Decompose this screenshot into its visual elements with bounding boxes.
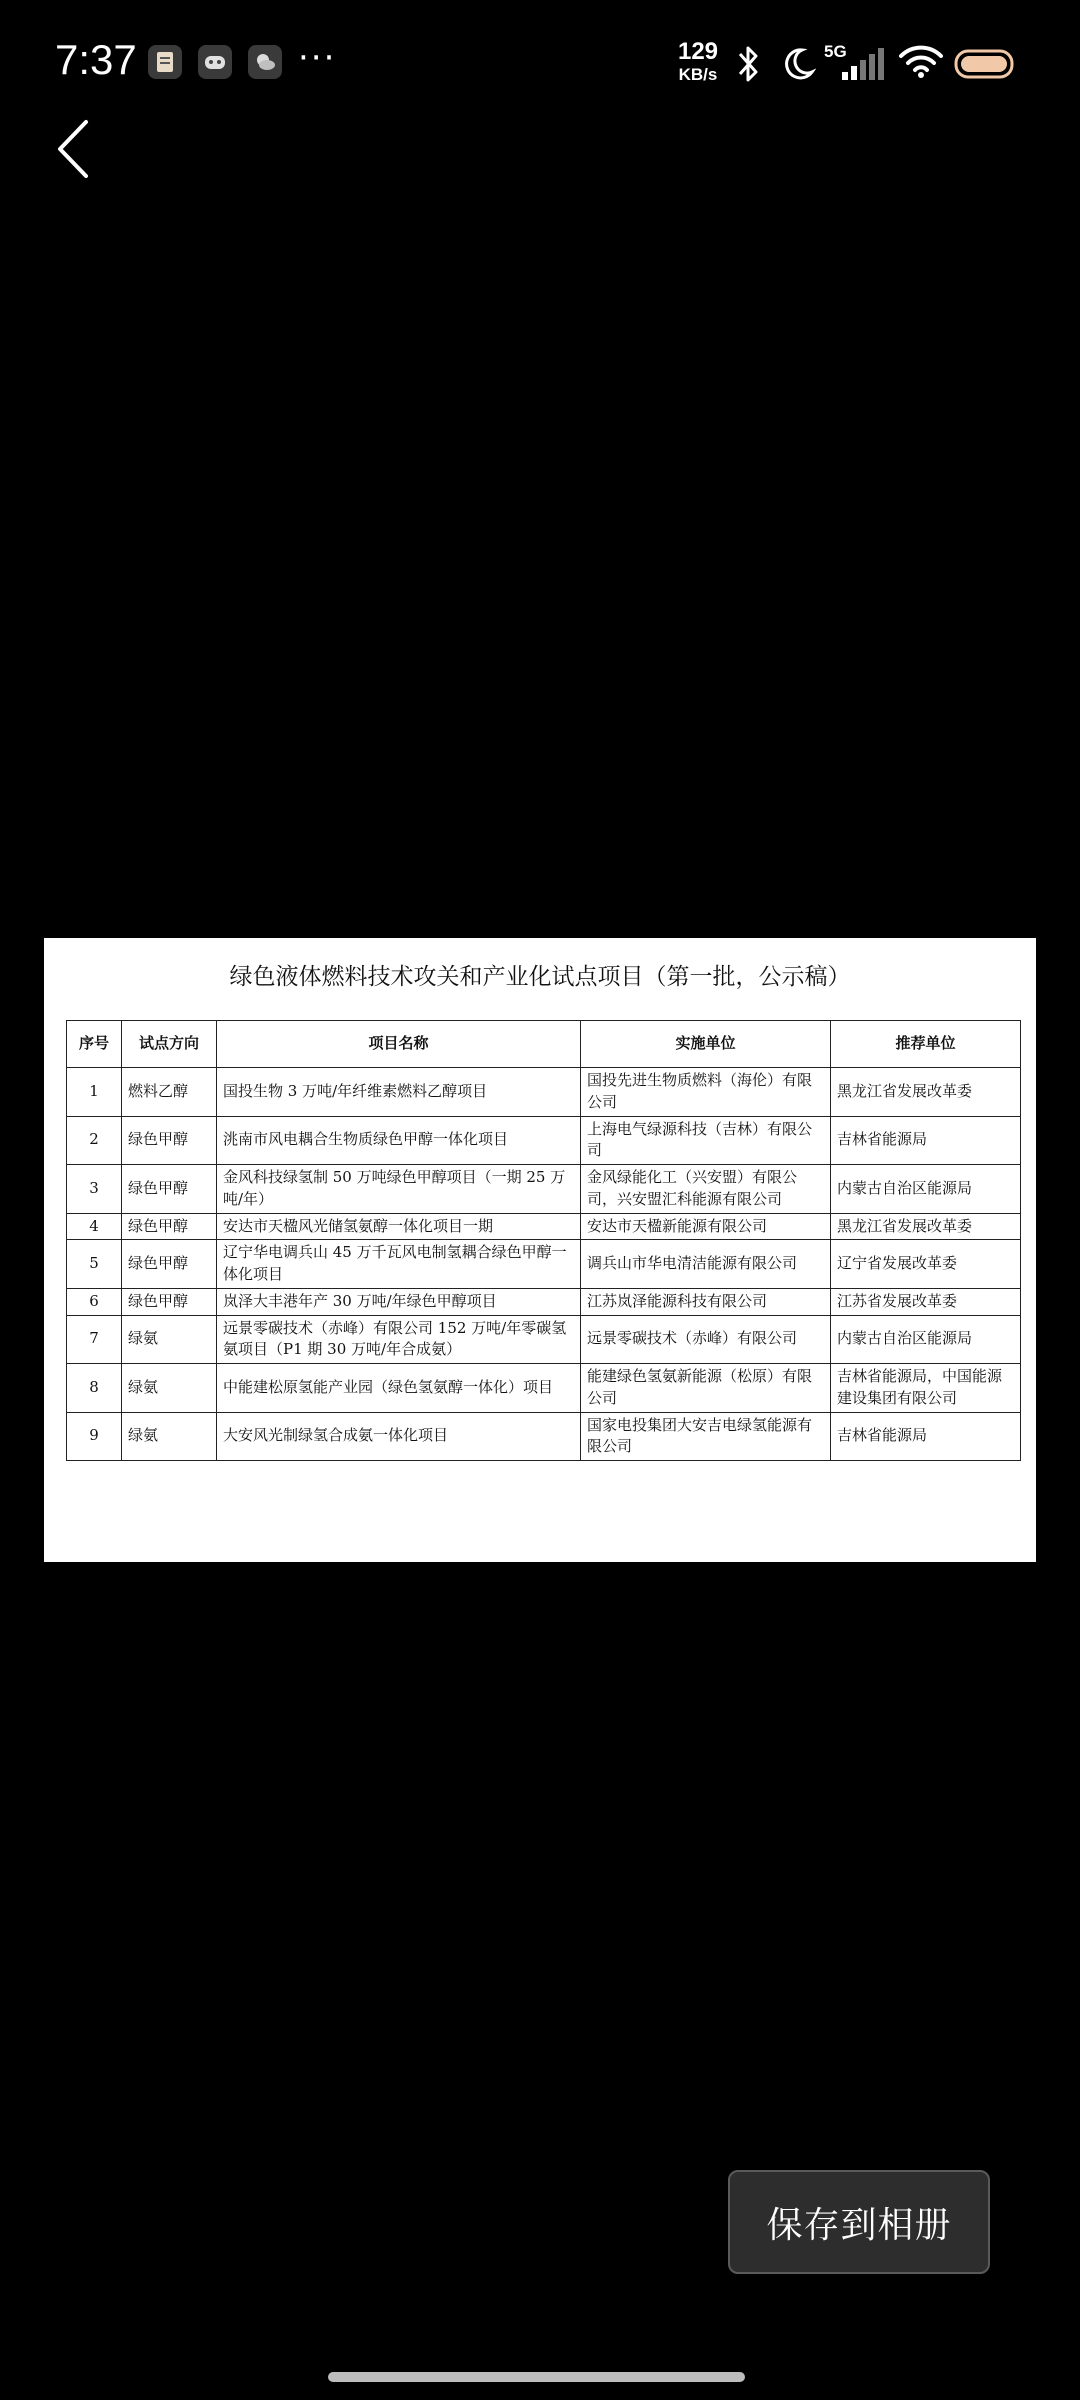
table-row bbox=[67, 1068, 1021, 1117]
cell-project-name: 洮南市风电耦合生物质绿色甲醇一体化项目 bbox=[217, 1116, 581, 1165]
cell-index: 1 bbox=[67, 1068, 122, 1117]
status-bar bbox=[0, 0, 1080, 120]
cell-direction: 燃料乙醇 bbox=[122, 1068, 217, 1117]
document-image bbox=[44, 938, 1036, 1562]
network-speed bbox=[672, 40, 724, 83]
cell-index: 2 bbox=[67, 1116, 122, 1165]
cell-project-name: 中能建松原氢能产业园（绿色氢氨醇一体化）项目 bbox=[217, 1364, 581, 1413]
cell-implementer: 调兵山市华电清洁能源有限公司 bbox=[581, 1240, 831, 1289]
table-header-row bbox=[67, 1021, 1021, 1068]
cell-implementer: 上海电气绿源科技（吉林）有限公司 bbox=[581, 1116, 831, 1165]
table-row bbox=[67, 1364, 1021, 1413]
network-speed-unit: KB/s bbox=[678, 65, 718, 84]
cell-direction: 绿色甲醇 bbox=[122, 1240, 217, 1289]
cell-project-name: 金风科技绿氢制 50 万吨绿色甲醇项目（一期 25 万吨/年） bbox=[217, 1165, 581, 1214]
back-button[interactable] bbox=[50, 118, 98, 180]
table-row bbox=[67, 1240, 1021, 1289]
column-header: 序号 bbox=[67, 1021, 122, 1068]
cell-direction: 绿氨 bbox=[122, 1364, 217, 1413]
table-row bbox=[67, 1116, 1021, 1165]
cell-recommender: 江苏省发展改革委 bbox=[831, 1288, 1021, 1315]
chevron-left-icon bbox=[50, 118, 98, 180]
table-row bbox=[67, 1213, 1021, 1240]
cell-recommender: 吉林省能源局 bbox=[831, 1412, 1021, 1461]
projects-table bbox=[66, 1020, 1021, 1461]
cell-recommender: 黑龙江省发展改革委 bbox=[831, 1213, 1021, 1240]
status-time: 7:37 bbox=[55, 36, 137, 83]
game-controller-icon bbox=[198, 45, 232, 79]
cell-project-name: 辽宁华电调兵山 45 万千瓦风电制氢耦合绿色甲醇一体化项目 bbox=[217, 1240, 581, 1289]
cell-implementer: 国投先进生物质燃料（海伦）有限公司 bbox=[581, 1068, 831, 1117]
bluetooth-icon bbox=[732, 44, 764, 84]
cell-implementer: 能建绿色氢氨新能源（松原）有限公司 bbox=[581, 1364, 831, 1413]
cell-index: 4 bbox=[67, 1213, 122, 1240]
table-row bbox=[67, 1288, 1021, 1315]
cell-implementer: 安达市天楹新能源有限公司 bbox=[581, 1213, 831, 1240]
cell-direction: 绿色甲醇 bbox=[122, 1165, 217, 1214]
cell-direction: 绿氨 bbox=[122, 1315, 217, 1364]
network-speed-value: 129 bbox=[677, 38, 719, 65]
cell-implementer: 国家电投集团大安吉电绿氢能源有限公司 bbox=[581, 1412, 831, 1461]
home-indicator[interactable] bbox=[328, 2372, 745, 2382]
table-row bbox=[67, 1412, 1021, 1461]
cell-recommender: 内蒙古自治区能源局 bbox=[831, 1165, 1021, 1214]
column-header: 试点方向 bbox=[122, 1021, 217, 1068]
cell-project-name: 安达市天楹风光储氢氨醇一体化项目一期 bbox=[217, 1213, 581, 1240]
column-header: 实施单位 bbox=[581, 1021, 831, 1068]
cell-direction: 绿氨 bbox=[122, 1412, 217, 1461]
do-not-disturb-moon-icon bbox=[780, 46, 816, 82]
cell-direction: 绿色甲醇 bbox=[122, 1213, 217, 1240]
cell-recommender: 吉林省能源局，中国能源建设集团有限公司 bbox=[831, 1364, 1021, 1413]
cell-index: 9 bbox=[67, 1412, 122, 1461]
cell-index: 6 bbox=[67, 1288, 122, 1315]
cell-index: 5 bbox=[67, 1240, 122, 1289]
cell-project-name: 岚泽大丰港年产 30 万吨/年绿色甲醇项目 bbox=[217, 1288, 581, 1315]
cell-index: 7 bbox=[67, 1315, 122, 1364]
more-notifications-icon: ··· bbox=[298, 38, 337, 78]
table-row bbox=[67, 1165, 1021, 1214]
cell-recommender: 黑龙江省发展改革委 bbox=[831, 1068, 1021, 1117]
cell-recommender: 内蒙古自治区能源局 bbox=[831, 1315, 1021, 1364]
cell-project-name: 大安风光制绿氢合成氨一体化项目 bbox=[217, 1412, 581, 1461]
weather-icon bbox=[248, 45, 282, 79]
cell-direction: 绿色甲醇 bbox=[122, 1116, 217, 1165]
battery-icon bbox=[954, 48, 1016, 80]
cell-project-name: 远景零碳技术（赤峰）有限公司 152 万吨/年零碳氢氨项目（P1 期 30 万吨/年合成氨） bbox=[217, 1315, 581, 1364]
cell-index: 3 bbox=[67, 1165, 122, 1214]
network-type-label: 5G bbox=[824, 42, 847, 61]
column-header: 项目名称 bbox=[217, 1021, 581, 1068]
cell-project-name: 国投生物 3 万吨/年纤维素燃料乙醇项目 bbox=[217, 1068, 581, 1117]
cell-recommender: 辽宁省发展改革委 bbox=[831, 1240, 1021, 1289]
cell-implementer: 江苏岚泽能源科技有限公司 bbox=[581, 1288, 831, 1315]
cell-direction: 绿色甲醇 bbox=[122, 1288, 217, 1315]
cellular-signal-icon bbox=[824, 42, 886, 82]
document-title: 绿色液体燃料技术攻关和产业化试点项目（第一批，公示稿） bbox=[229, 964, 851, 990]
column-header: 推荐单位 bbox=[831, 1021, 1021, 1068]
cell-implementer: 金风绿能化工（兴安盟）有限公司，兴安盟汇科能源有限公司 bbox=[581, 1165, 831, 1214]
cell-recommender: 吉林省能源局 bbox=[831, 1116, 1021, 1165]
cell-implementer: 远景零碳技术（赤峰）有限公司 bbox=[581, 1315, 831, 1364]
note-app-icon bbox=[148, 45, 182, 79]
wifi-icon bbox=[898, 44, 944, 80]
save-to-album-button[interactable]: 保存到相册 bbox=[728, 2170, 990, 2274]
table-row bbox=[67, 1315, 1021, 1364]
cell-index: 8 bbox=[67, 1364, 122, 1413]
